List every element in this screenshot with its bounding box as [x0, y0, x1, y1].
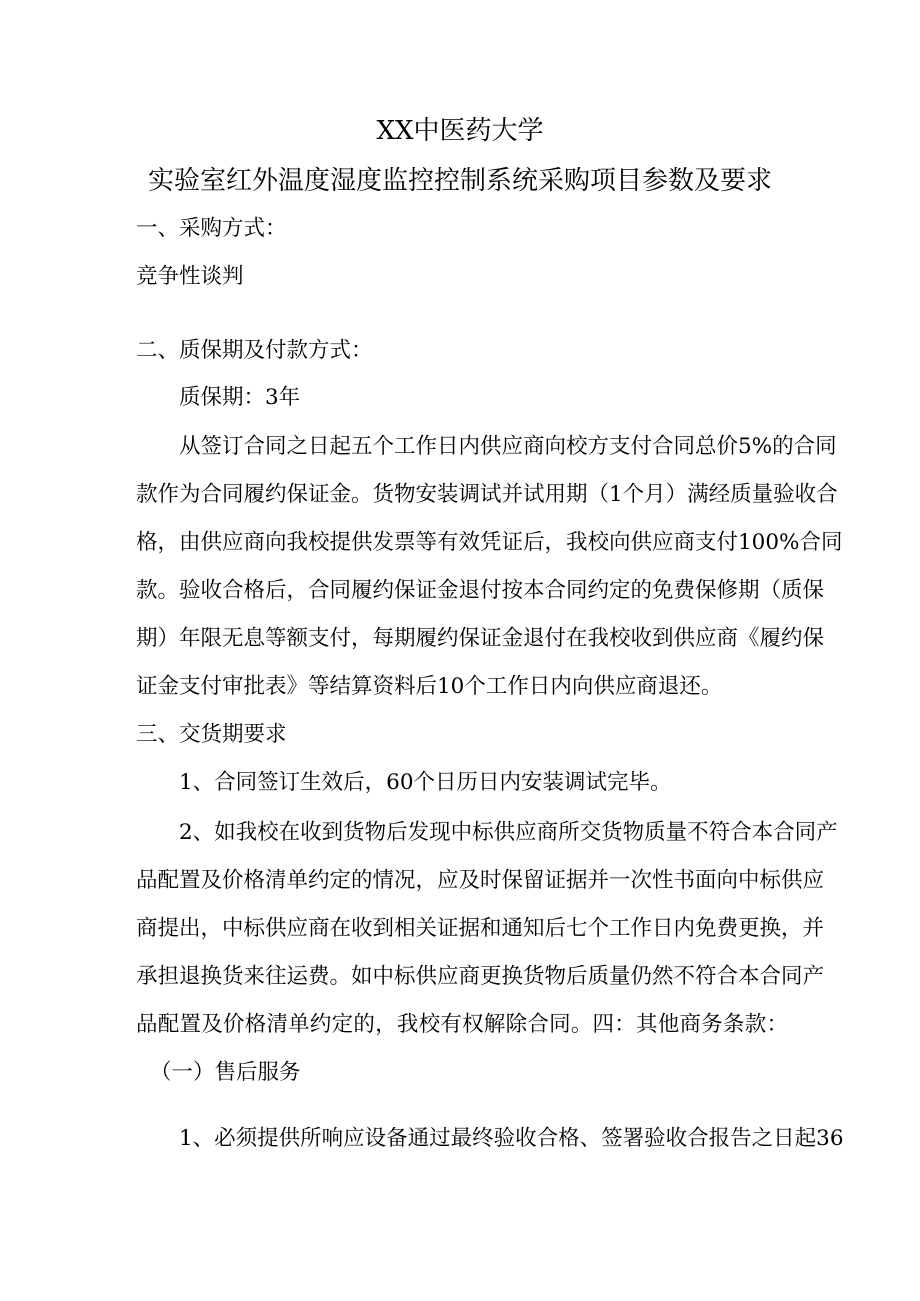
section2-paragraph-line: 款。验收合格后，合同履约保证金退付按本合同约定的免费保修期（质保 [136, 578, 825, 603]
section1-heading: 一、采购方式： [136, 216, 287, 241]
section3-item1: 1、合同签订生效后，60个日历日内安装调试完毕。 [179, 770, 672, 795]
section3-item2-line: 品配置及价格清单约定的，我校有权解除合同。四：其他商务条款： [136, 1012, 788, 1037]
section4-subheading: （一）售后服务 [150, 1060, 301, 1085]
document-title: XX中医药大学 [376, 116, 544, 146]
section2-paragraph-line: 从签订合同之日起五个工作日内供应商向校方支付合同总价5%的合同 [179, 434, 837, 459]
section3-item2-line: 承担退换货来往运费。如中标供应商更换货物后质量仍然不符合本合同产 [136, 964, 825, 989]
section3-heading: 三、交货期要求 [136, 722, 287, 747]
section2-paragraph-line: 格，由供应商向我校提供发票等有效凭证后，我校向供应商支付100%合同 [136, 530, 843, 555]
section2-warranty: 质保期：3年 [179, 385, 301, 410]
section1-content: 竞争性谈判 [136, 264, 244, 289]
section4-item1: 1、必须提供所响应设备通过最终验收合格、签署验收合报告之日起36 [179, 1126, 844, 1151]
section2-heading: 二、质保期及付款方式： [136, 338, 373, 363]
section2-paragraph-line: 款作为合同履约保证金。货物安装调试并试用期（1个月）满经质量验收合 [136, 482, 838, 507]
document-subtitle: 实验室红外温度湿度监控控制系统采购项目参数及要求 [147, 166, 772, 196]
section3-item2-line: 品配置及价格清单约定的情况，应及时保留证据并一次性书面向中标供应 [136, 868, 825, 893]
section2-paragraph-line: 期）年限无息等额支付，每期履约保证金退付在我校收到供应商《履约保 [136, 626, 825, 651]
section3-item2-line: 商提出，中标供应商在收到相关证据和通知后七个工作日内免费更换，并 [136, 916, 825, 941]
section2-paragraph-line: 证金支付审批表》等结算资料后10个工作日内向供应商退还。 [136, 674, 723, 699]
section3-item2-line: 2、如我校在收到货物后发现中标供应商所交货物质量不符合本合同产 [179, 820, 838, 845]
